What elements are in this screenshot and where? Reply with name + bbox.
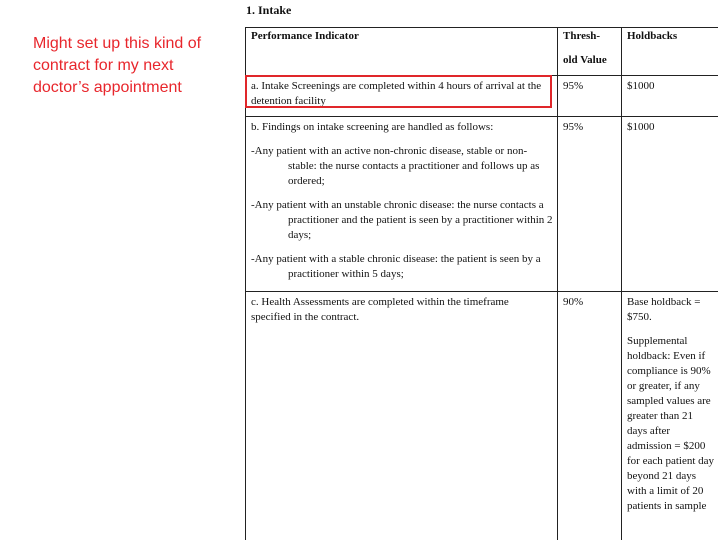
row-b-subitem-3: [251, 252, 553, 282]
header-threshold-line1: Thresh-: [563, 30, 601, 42]
row-c-indicator: c. Health Assessments are completed within the timeframe specified in the contract.: [251, 296, 509, 323]
row-a-holdback: $1000: [627, 80, 655, 92]
row-b-threshold: 95%: [563, 121, 584, 133]
row-b-holdback: $1000: [627, 121, 655, 133]
section-title: 1. Intake: [246, 3, 292, 17]
row-b-subitem-3-lead: -Any patient with a stable chronic disease: the patient is seen by a: [251, 253, 541, 265]
header-performance-indicator: Performance Indicator: [251, 30, 359, 42]
row-c-threshold: 90%: [563, 296, 584, 308]
row-b-subitem-1: [251, 144, 553, 189]
row-b-subitem-2-cont: practitioner and the patient is seen by a practitioner within 2 days;: [288, 214, 553, 241]
table-row-divider-3: [245, 291, 718, 292]
row-b-subitem-3-cont: practitioner within 5 days;: [288, 268, 404, 280]
row-b-indicator: [251, 120, 553, 291]
highlight-box: [245, 75, 552, 108]
table-row-divider-2: [245, 116, 718, 117]
table-divider-col1: [557, 27, 558, 540]
row-b-subitem-1-lead: -Any patient with an active non-chronic disease, stable or non-: [251, 145, 528, 157]
annotation-note: Might set up this kind of contract for my next doctor’s appointment: [33, 35, 202, 96]
table-border-top: [245, 27, 718, 28]
header-holdbacks: Holdbacks: [627, 30, 678, 42]
row-b-subitem-2: [251, 198, 553, 243]
row-c-holdback: [627, 295, 715, 514]
row-b-subitem-1-cont: stable: the nurse contacts a practitioner and follows up as ordered;: [288, 160, 540, 187]
row-c-holdback-supplemental: Supplemental holdback: Even if compliance is 90% or greater, if any sampled values are greater than 21 days after admission = $200 for each patient day beyond 21 days with a limit of 20 patients in sample: [627, 335, 715, 512]
row-b-heading: b. Findings on intake screening are handled as follows:: [251, 121, 494, 133]
row-a-threshold: 95%: [563, 80, 584, 92]
row-c-holdback-base: Base holdback = $750.: [627, 296, 701, 323]
header-threshold-line2: old Value: [563, 54, 607, 66]
table-divider-col2: [621, 27, 622, 540]
row-b-subitem-2-lead: -Any patient with an unstable chronic disease: the nurse contacts a: [251, 199, 544, 211]
row-a-indicator: a. Intake Screenings are completed within 4 hours of arrival at the detention facility: [251, 80, 542, 107]
